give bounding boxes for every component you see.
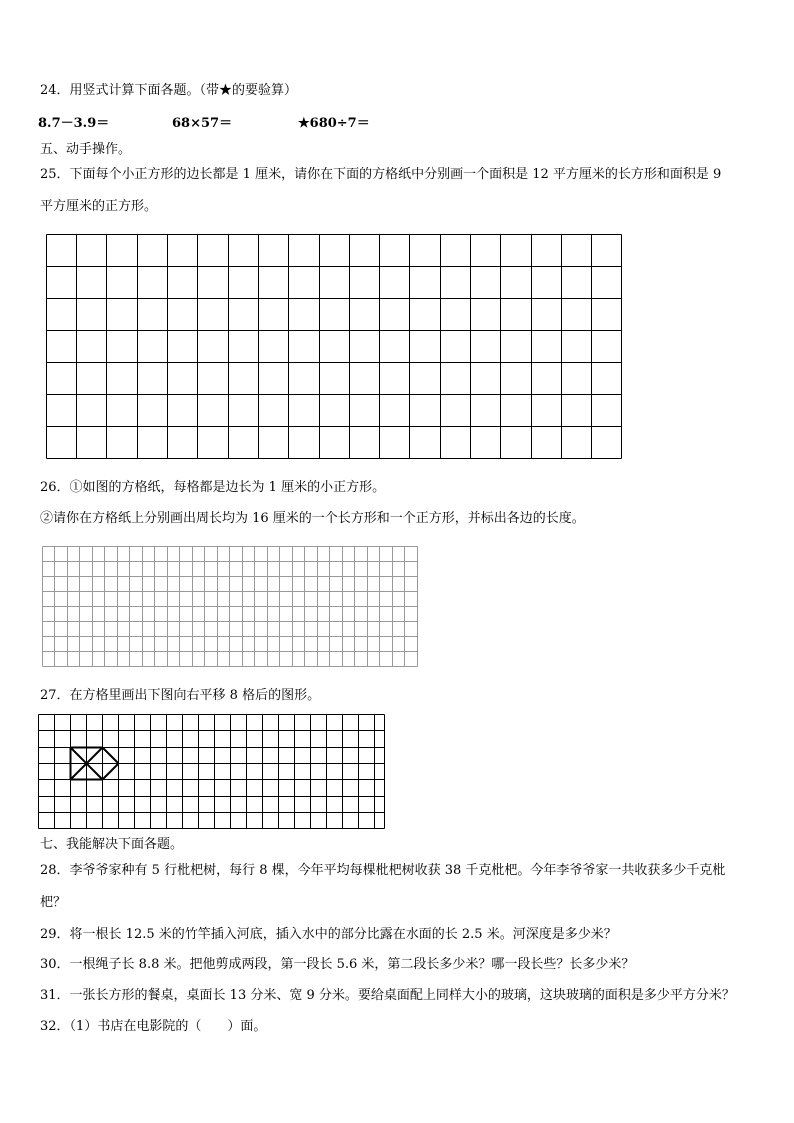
q27-line-1: 27．在方格里画出下图向右平移 8 格后的图形。 (40, 688, 321, 703)
q24-expr-2: 68×57＝ (172, 116, 233, 131)
q24-expr-3: ★680÷7＝ (298, 116, 370, 131)
q28-line-2: 杷？ (40, 895, 67, 910)
q24-expr-1: 8.7－3.9＝ (38, 116, 110, 131)
q25-grid-paper[interactable] (46, 234, 624, 460)
q31-line: 31．一张长方形的餐桌，桌面长 13 分米、宽 9 分米。要给桌面配上同样大小的玻璃，这块玻璃的面积是多少平方分米？ (40, 988, 735, 1003)
q27-grid-with-figure[interactable] (38, 714, 388, 832)
q24-title: 24．用竖式计算下面各题。（带★的要验算） (40, 83, 298, 98)
q25-line-1: 25．下面每个小正方形的边长都是 1 厘米，请你在下面的方格纸中分别画一个面积是 12 平方厘米的长方形和面积是 9 (40, 167, 722, 182)
q29-line: 29．将一根长 12.5 米的竹竿插入河底，插入水中的部分比露在水面的长 2.5 米。河深度是多少米？ (40, 927, 617, 942)
q28-line-1: 28．李爷爷家种有 5 行枇杷树，每行 8 棵，今年平均每棵枇杷树收获 38 千克枇杷。今年李爷爷家一共收获多少千克枇 (40, 863, 726, 878)
q26-line-1: 26．①如图的方格纸，每格都是边长为 1 厘米的小正方形。 (40, 480, 386, 495)
q30-line: 30．一根绳子长 8.8 米。把他剪成两段，第一段长 5.6 米，第二段长多少米？哪一段长些？长多少米？ (40, 957, 635, 972)
q25-line-2: 平方厘米的正方形。 (40, 199, 158, 214)
section-5-heading: 五、动手操作。 (40, 142, 132, 157)
q26-line-2: ②请你在方格纸上分别画出周长均为 16 厘米的一个长方形和一个正方形，并标出各边的长度。 (40, 511, 585, 526)
q32-line: 32．（1）书店在电影院的（ ）面。 (40, 1019, 267, 1034)
q26-grid-paper[interactable] (42, 546, 420, 668)
section-7-heading: 七、我能解决下面各题。 (40, 837, 184, 852)
